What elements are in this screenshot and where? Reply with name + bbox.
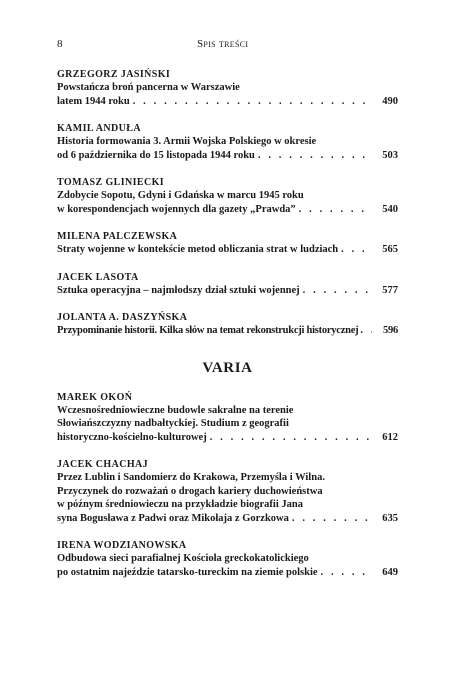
toc-entry [57, 177, 398, 216]
entry-title-line: Historia formowania 3. Armii Wojska Polskiego w okresie [57, 136, 317, 147]
entry-page-number: 635 [382, 512, 398, 524]
dot-leader [338, 243, 372, 257]
entry-title-last-line [57, 203, 398, 217]
dot-leader [130, 95, 372, 109]
entry-title-text: od 6 października do 15 listopada 1944 roku [57, 149, 255, 161]
section-heading-varia: VARIA [202, 359, 253, 376]
entry-title-last-line [57, 284, 398, 298]
toc-entry [57, 312, 398, 338]
entry-title-last-line [57, 149, 398, 163]
entry-title-last-line [57, 512, 398, 526]
entry-author: MAREK OKOŃ [57, 391, 133, 403]
entry-page-number: 612 [382, 431, 398, 443]
entry-title-text: latem 1944 roku [57, 95, 130, 107]
entry-title-line: Odbudowa sieci parafialnej Kościoła greckokatolickiego [57, 553, 309, 564]
entry-author: MILENA PALCZEWSKA [57, 231, 178, 242]
entry-title-text: w korespondencjach wojennych dla gazety „Prawda” [57, 203, 296, 215]
entry-author: JOLANTA A. DASZYŃSKA [57, 312, 188, 323]
dot-leader [255, 149, 372, 163]
entry-title-text: Straty wojenne w kontekście metod obliczania strat w ludziach [57, 244, 339, 255]
entry-title-last-line [57, 566, 398, 580]
entry-author: IRENA WODZIANOWSKA [57, 540, 187, 551]
entry-page-number: 649 [382, 566, 398, 578]
page-number: 8 [57, 38, 63, 50]
entry-title-text: po ostatnim najeździe tatarsko-tureckim na ziemie polskie [57, 566, 318, 578]
entry-author: GRZEGORZ JASIŃSKI [57, 69, 171, 80]
entry-page-number: 577 [382, 284, 398, 296]
entry-page-number: 565 [382, 244, 398, 255]
entry-page-number: 503 [382, 149, 398, 161]
dot-leader [289, 512, 372, 526]
dot-leader [296, 203, 372, 217]
toc-entry [57, 231, 398, 257]
entry-title-text: syna Bogusława z Padwi oraz Mikołaja z Gorzkowa [57, 512, 289, 524]
entry-author: JACEK CHACHAJ [57, 459, 149, 470]
entry-page-number: 540 [382, 203, 398, 215]
entry-title-last-line [57, 324, 398, 338]
entry-title-last-line [57, 431, 398, 445]
entry-title-line: Przyczynek do rozważań o drogach kariery duchowieństwa [57, 485, 323, 497]
dot-leader [318, 566, 372, 580]
toc-entry [57, 69, 398, 108]
dot-leader [300, 284, 372, 298]
toc-entry [57, 540, 398, 579]
entry-author: TOMASZ GLINIECKI [57, 177, 165, 188]
entry-page-number: 596 [383, 325, 398, 336]
toc-entry [57, 392, 398, 445]
entry-title-line: w późnym średniowieczu na przykładzie biografii Jana [57, 499, 303, 510]
dot-leader [358, 324, 372, 338]
toc-entry [57, 459, 398, 525]
entry-title-line: Powstańcza broń pancerna w Warszawie [57, 82, 240, 93]
entry-title-last-line [57, 95, 398, 109]
entry-author: JACEK LASOTA [57, 271, 139, 283]
page-header [57, 38, 397, 52]
table-of-contents [57, 62, 398, 579]
toc-entry [57, 123, 398, 162]
toc-entry [57, 272, 398, 298]
entry-title-line: Słowiańszczyzny nadbałtyckiej. Studium z geografii [57, 418, 289, 429]
entry-title-line: Przez Lublin i Sandomierz do Krakowa, Przemyśla i Wilna. [57, 472, 325, 483]
running-title: Spis treści [197, 38, 249, 50]
entry-title-text: historyczno-kościelno-kulturowej [57, 431, 207, 443]
entry-title-last-line [57, 243, 398, 257]
entry-author: KAMIL ANDUŁA [57, 123, 141, 134]
entry-title-line: Wczesnośredniowieczne budowle sakralne na terenie [57, 404, 294, 416]
entry-title-text: Przypominanie historii. Kilka słów na temat rekonstrukcji historycznej [57, 325, 359, 336]
entry-title-line: Zdobycie Sopotu, Gdyni i Gdańska w marcu 1945 roku [57, 190, 304, 201]
dot-leader [207, 431, 372, 445]
entry-title-text: Sztuka operacyjna – najmłodszy dział sztuki wojennej [57, 284, 300, 296]
entry-page-number: 490 [382, 95, 398, 107]
